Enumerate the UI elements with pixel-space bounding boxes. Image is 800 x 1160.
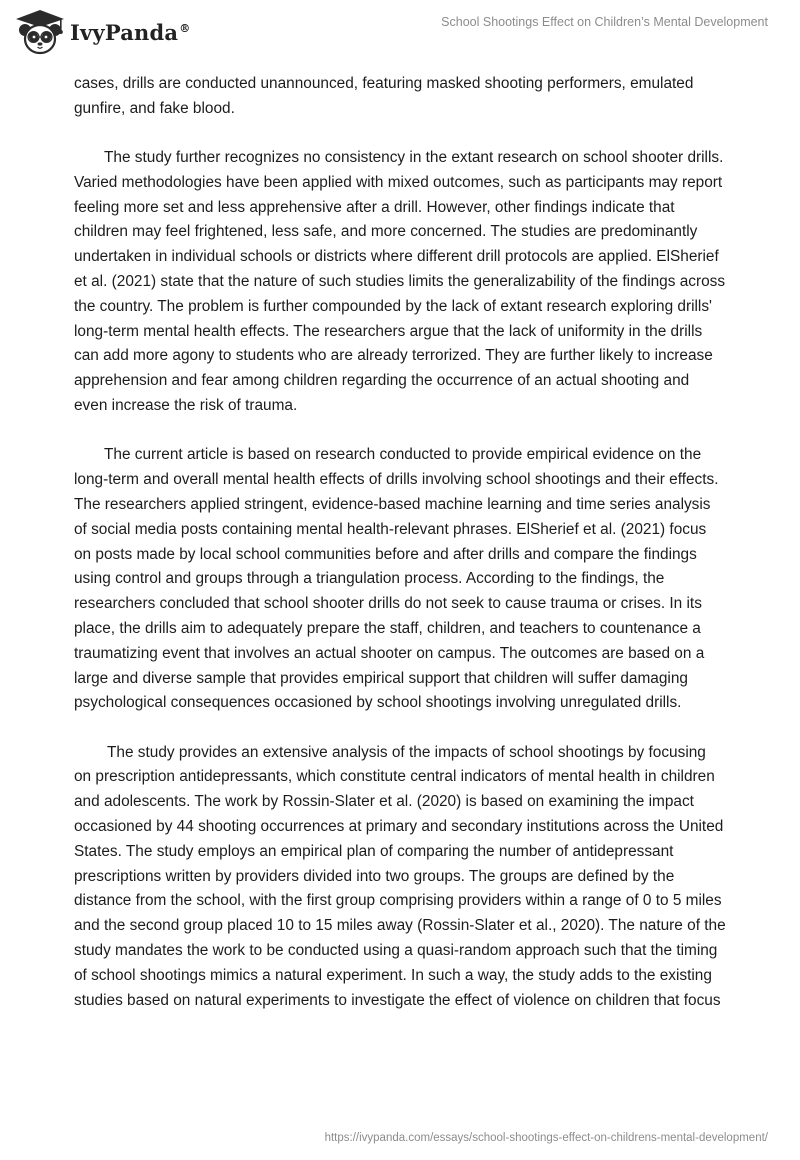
paragraph-4: The study provides an extensive analysis of the impacts of school shootings by focusing on prescription antidepressants, which constitute central indicators of mental health in children and adolescents. The work by Rossin-Slater et al. (2020) is based on examining the impact occasioned by 44 shooting occurrences at primary and secondary institutions across the United States. The study employs an empirical plan of comparing the number of antidepressant prescriptions written by providers divided into two groups. The groups are defined by the distance from the school, with the first group comprising providers within a range of 0 to 5 miles and the second group placed 10 to 15 miles away (Rossin-Slater et al., 2020). The nature of the study mandates the work to be conducted using a quasi-random approach such that the timing of school shootings mimics a natural experiment. In such a way, the study adds to the existing studies based on natural experiments to investigate the effect of violence on children that focus bbox=[74, 743, 726, 1009]
registered-mark: ® bbox=[179, 21, 191, 35]
panda-graduate-icon bbox=[14, 8, 66, 56]
paragraph-2: The study further recognizes no consistency in the extant research on school shooter drills. Varied methodologies have been applied with mixed outcomes, such as participants may report feeling more set and less apprehensive after a drill. However, other findings indicate that children may feel frightened, less safe, and more concerned. The studies are predominantly undertaken in individual schools or districts where different drill protocols are applied. ElSherief et al. (2021) state that the nature of such studies limits the generalizability of the findings across the country. The problem is further compounded by the lack of extant research exploring drills' long-term mental health effects. The researchers argue that the lack of uniformity in the drills can add more agony to students who are already terrorized. They are further likely to increase apprehension and fear among children regarding the occurrence of an actual shooting and even increase the risk of trauma. bbox=[74, 149, 726, 415]
source-url[interactable]: https://ivypanda.com/essays/school-shootings-effect-on-childrens-mental-development/ bbox=[324, 1132, 768, 1144]
logo-wordmark: IvyPanda® bbox=[70, 19, 191, 45]
paragraph-1: cases, drills are conducted unannounced, featuring masked shooting performers, emulated gunfire, and fake blood. bbox=[74, 75, 694, 117]
paragraph-3: The current article is based on research conducted to provide empirical evidence on the long-term and overall mental health effects of drills involving school shootings and their effects. The researchers applied stringent, evidence-based machine learning and time series analysis of social media posts containing mental health-relevant phrases. ElSherief et al. (2021) focus on posts made by local school communities before and after drills and compare the findings using control and groups through a triangulation process. According to the findings, the researchers concluded that school shooter drills do not seek to cause trauma or crises. In its place, the drills aim to adequately prepare the staff, children, and teachers to countenance a traumatizing event that involves an actual shooter on campus. The outcomes are based on a large and diverse sample that provides empirical support that children will suffer damaging psychological consequences occasioned by school shootings involving unregulated drills. bbox=[74, 446, 719, 712]
document-title: School Shootings Effect on Children’s Mental Development bbox=[441, 15, 768, 29]
ivypanda-logo[interactable] bbox=[14, 8, 190, 56]
page-header bbox=[0, 0, 800, 60]
essay-body bbox=[74, 72, 726, 1038]
